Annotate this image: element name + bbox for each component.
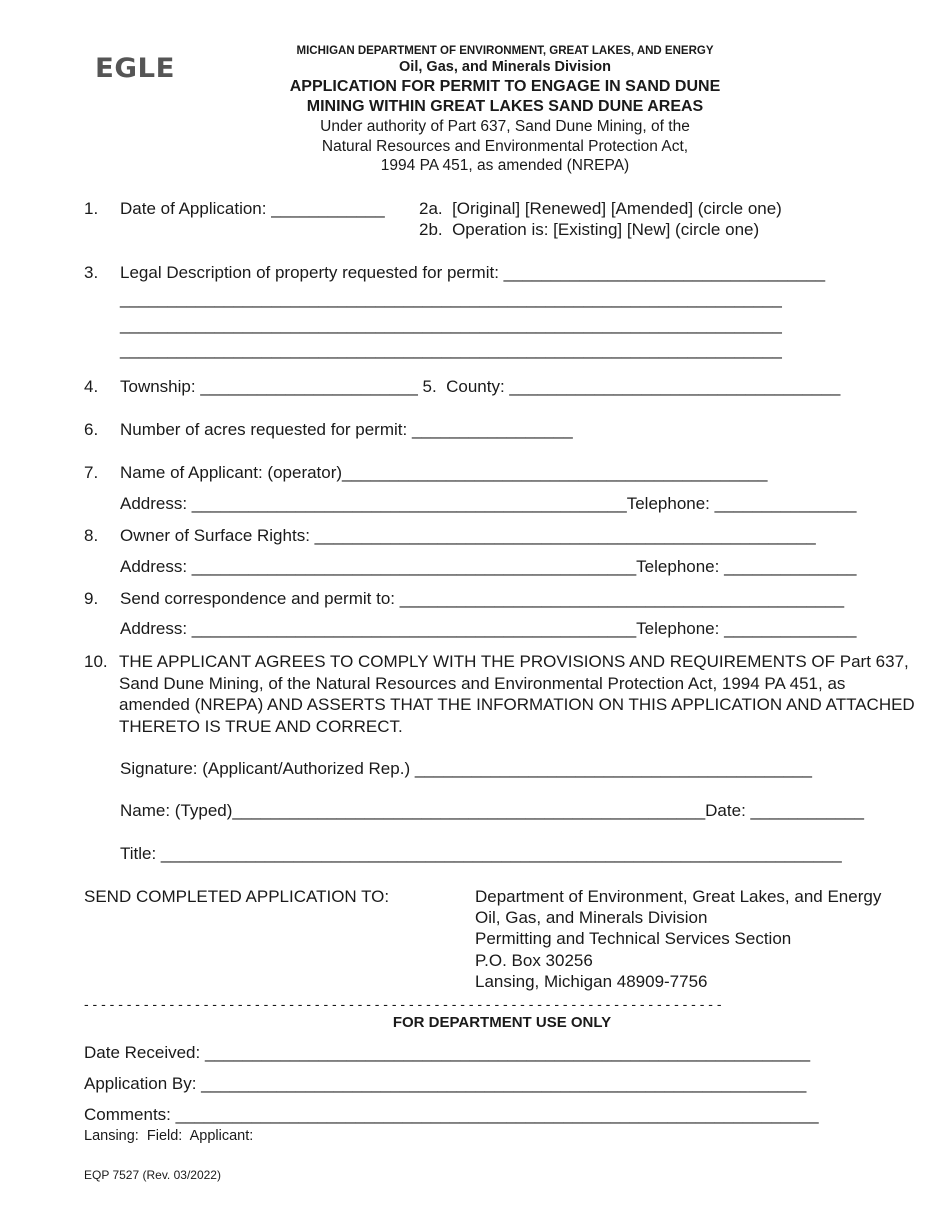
applicant-name-field[interactable]: Name of Applicant: (operator)_____________________________________________ bbox=[120, 463, 768, 482]
item4-number: 4. bbox=[84, 377, 99, 396]
typed-name-date-field[interactable]: Name: (Typed)__________________________________________________Date: ____________ bbox=[120, 801, 864, 820]
mailing-address-line: Lansing, Michigan 48909-7756 bbox=[475, 971, 708, 991]
item10-number: 10. bbox=[84, 652, 108, 671]
egle-logo bbox=[95, 53, 177, 81]
authority-statement bbox=[245, 117, 765, 176]
legal-description-line[interactable]: ______________________________________________________________________ bbox=[120, 340, 782, 359]
item9-number: 9. bbox=[84, 589, 99, 608]
comments-field[interactable]: Comments: ____________________________________________________________________ bbox=[84, 1105, 819, 1124]
title-field[interactable]: Title: ________________________________________________________________________ bbox=[120, 844, 842, 863]
svg-text:EGLE: EGLE bbox=[95, 53, 175, 81]
legal-description-line[interactable]: ______________________________________________________________________ bbox=[120, 289, 782, 308]
legal-description-line[interactable]: ______________________________________________________________________ bbox=[120, 315, 782, 334]
item8-number: 8. bbox=[84, 526, 99, 545]
application-type-choice[interactable]: 2a. [Original] [Renewed] [Amended] (circle one) bbox=[419, 199, 782, 218]
compliance-statement bbox=[84, 651, 919, 737]
form-number: EQP 7527 (Rev. 03/2022) bbox=[84, 1168, 221, 1182]
division-name: Oil, Gas, and Minerals Division bbox=[399, 59, 611, 75]
surface-owner-address-field[interactable]: Address: _______________________________________________Telephone: ______________ bbox=[120, 557, 857, 576]
township-county-field[interactable]: Township: _______________________ 5. County: ___________________________________ bbox=[120, 377, 841, 396]
compliance-text: THE APPLICANT AGREES TO COMPLY WITH THE PROVISIONS AND REQUIREMENTS OF Part 637, Sand Dune Mining, of the Natural Resources and Environmental Protection Act, 1994 PA 451, as amended (NREPA) AND ASSERTS THAT THE INFORMATION ON THIS APPLICATION AND ATTACHED THERETO IS TRUE AND CORRECT. bbox=[119, 652, 915, 736]
send-to-label: SEND COMPLETED APPLICATION TO: bbox=[84, 887, 390, 906]
item6-number: 6. bbox=[84, 420, 99, 439]
date-received-field[interactable]: Date Received: ________________________________________________________________ bbox=[84, 1043, 811, 1062]
mailing-address-line: Department of Environment, Great Lakes, and Energy bbox=[475, 887, 882, 906]
item1-number: 1. bbox=[84, 199, 99, 218]
authority-line1: Under authority of Part 637, Sand Dune Mining, of the bbox=[320, 118, 690, 135]
item7-number: 7. bbox=[84, 463, 99, 482]
department-use-title: FOR DEPARTMENT USE ONLY bbox=[392, 1014, 612, 1031]
mailing-address-line: Oil, Gas, and Minerals Division bbox=[475, 908, 708, 928]
correspondence-address-field[interactable]: Address: _______________________________________________Telephone: ______________ bbox=[120, 619, 857, 638]
mailing-address-line: Permitting and Technical Services Section bbox=[475, 929, 792, 949]
authority-line2: Natural Resources and Environmental Protection Act, bbox=[321, 137, 689, 155]
form-title bbox=[245, 77, 765, 117]
applicant-address-field[interactable]: Address: ______________________________________________Telephone: _______________ bbox=[120, 494, 857, 513]
legal-description-field[interactable]: Legal Description of property requested for permit: __________________________________ bbox=[120, 263, 826, 282]
form-title-line2: MINING WITHIN GREAT LAKES SAND DUNE AREAS bbox=[306, 98, 704, 115]
item3-number: 3. bbox=[84, 263, 99, 282]
application-by-field[interactable]: Application By: ________________________________________________________________ bbox=[84, 1074, 807, 1093]
correspondence-recipient-field[interactable]: Send correspondence and permit to: _______________________________________________ bbox=[120, 589, 845, 608]
authority-line3: 1994 PA 451, as amended (NREPA) bbox=[380, 157, 630, 174]
acres-requested-field[interactable]: Number of acres requested for permit: _________________ bbox=[120, 420, 573, 439]
cut-line-divider: - - - - - - - - - - - - - - - - - - - - - - - - - - - - - - - - - - - - - - - - - - - - - - - - - - - - - - - - - - - - - - - - - - - - - - - - - - - bbox=[84, 996, 722, 1012]
agency-name: MICHIGAN DEPARTMENT OF ENVIRONMENT, GREAT LAKES, AND ENERGY bbox=[296, 45, 714, 57]
surface-owner-field[interactable]: Owner of Surface Rights: _____________________________________________________ bbox=[120, 526, 816, 545]
date-of-application-field[interactable]: Date of Application: ____________ bbox=[120, 199, 385, 218]
mailing-address-line: P.O. Box 30256 bbox=[475, 950, 593, 970]
mailing-address bbox=[475, 886, 881, 992]
signature-field[interactable]: Signature: (Applicant/Authorized Rep.) __________________________________________ bbox=[120, 759, 812, 778]
form-title-line1: APPLICATION FOR PERMIT TO ENGAGE IN SAND DUNE bbox=[289, 78, 721, 95]
routing-line: Lansing: Field: Applicant: bbox=[84, 1128, 254, 1144]
operation-status-choice[interactable]: 2b. Operation is: [Existing] [New] (circle one) bbox=[419, 220, 760, 239]
